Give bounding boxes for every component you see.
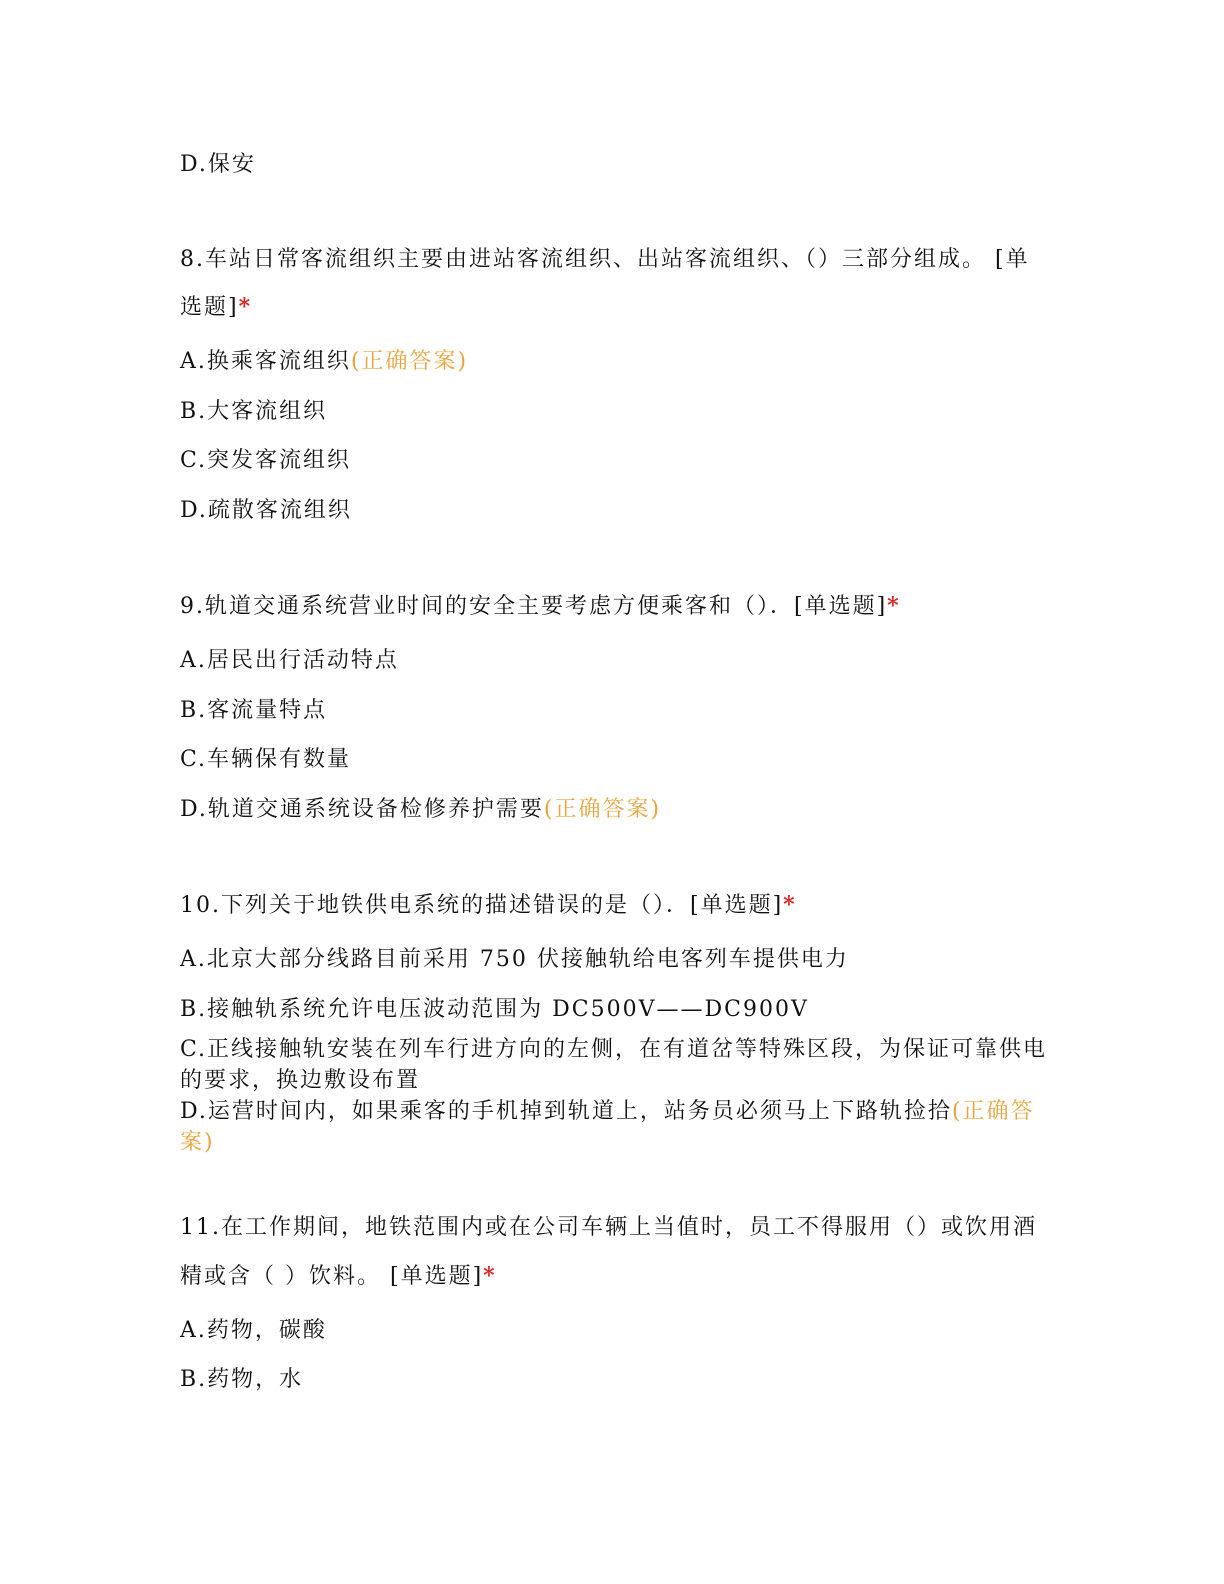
required-mark: * [238, 294, 253, 320]
q8-question-text-line2: 选题] [180, 295, 239, 320]
correct-answer-tag: (正确答案) [350, 349, 469, 374]
q8-question-text: 8.车站日常客流组织主要由进站客流组织、出站客流组织、（）三部分组成。 [单 [180, 247, 1030, 272]
required-mark: * [783, 892, 797, 918]
q10-option-d-cont [180, 1128, 1040, 1158]
q11-question-text: 11.在工作期间，地铁范围内或在公司车辆上当值时，员工不得服用（）或饮用酒 [180, 1215, 1037, 1240]
correct-answer-tag: (正确答 [951, 1099, 1035, 1124]
q10-option-d-text: D.运营时间内，如果乘客的手机掉到轨道上，站务员必须马上下路轨捡拾 [180, 1099, 952, 1124]
q10-option-c: C.正线接触轨安装在列车行进方向的左侧，在有道岔等特殊区段，为保证可靠供电 [180, 1037, 1048, 1062]
q11-option-b: B.药物，水 [180, 1367, 304, 1392]
q8-option-a-text: A.换乘客流组织 [180, 349, 351, 374]
q10-option-b: B.接触轨系统允许电压波动范围为 DC500V——DC900V [180, 997, 809, 1022]
q9-option-d [180, 795, 1040, 825]
q8-option-a [180, 347, 1040, 377]
q7-option-d: D.保安 [180, 152, 256, 177]
q9-option-c: C.车辆保有数量 [180, 747, 352, 772]
q8-option-b: B.大客流组织 [180, 399, 328, 424]
q9-option-d-text: D.轨道交通系统设备检修养护需要 [180, 797, 544, 822]
q9-option-a: A.居民出行活动特点 [180, 648, 399, 673]
q9-question-text: 9.轨道交通系统营业时间的安全主要考虑方便乘客和（）．[单选题] [180, 594, 888, 619]
q9-question [180, 591, 1040, 622]
q8-option-d: D.疏散客流组织 [180, 498, 352, 523]
q11-option-a: A.药物，碳酸 [180, 1318, 327, 1343]
q10-option-a: A.北京大部分线路目前采用 750 伏接触轨给电客列车提供电力 [180, 947, 849, 972]
q10-option-d [180, 1097, 1040, 1127]
required-mark: * [887, 593, 901, 619]
q10-question [180, 890, 1040, 921]
q9-option-b: B.客流量特点 [180, 698, 328, 723]
q10-option-c-cont: 的要求，换边敷设布置 [180, 1068, 421, 1093]
correct-answer-tag-cont: 案) [180, 1130, 215, 1155]
correct-answer-tag: (正确答案) [543, 797, 662, 822]
q8-option-c: C.突发客流组织 [180, 448, 352, 473]
q10-question-text: 10.下列关于地铁供电系统的描述错误的是（）．[单选题] [180, 893, 784, 918]
q11-question-text-cont [180, 1261, 1040, 1292]
q8-question-text-cont [180, 292, 1040, 323]
q11-question-text-line2: 精或含（ ）饮料。 [单选题] [180, 1264, 484, 1289]
required-mark: * [483, 1263, 497, 1289]
